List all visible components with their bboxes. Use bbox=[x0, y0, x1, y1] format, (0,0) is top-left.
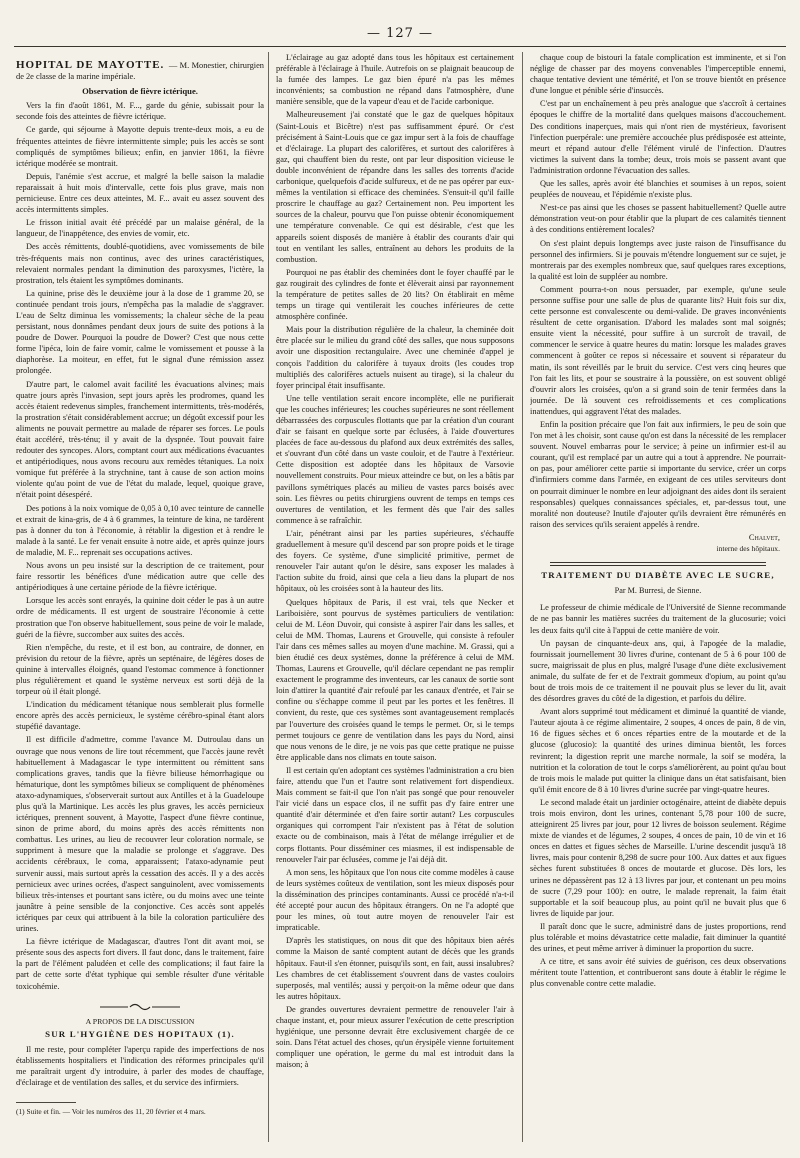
paragraph: Ce garde, qui séjourne à Mayotte depuis trente-deux mois, a eu de fréquentes atteintes de fièvre intermittente simple; puis les accès se sont compliqués de symptômes bilieux; enfin, en janvier 1861, la fièvre ictérique modérée se montrait. bbox=[16, 125, 264, 168]
paragraph: D'autre part, le calomel avait facilité les évacuations alvines; mais quatre jours après l'invasion, sept jours après les prodromes, quand les accès étaient redevenus simples, franchement intermittents, très-modérés, la prostration s'était considérablement accrue; un dégoût excessif pour les aliments ne pouvait permettre au malade de réparer ses forces. Le pouls était accéléré, très-ténu; il y avait de la dyspnée. Tout pouvait faire redouter des syncopes. Alors, comptant court aux médications évacuantes et antipériodiques, nous avons recouru aux remèdes tétaniques. La noix vomique fut préférée à la strychnine, tant à cause de son action moins violente qu'au point de vue de l'état du malade, lequel, quoique grave, n'était point désespéré. bbox=[16, 379, 264, 500]
section-divider bbox=[550, 562, 766, 566]
paragraph: Que les salles, après avoir été blanchies et soumises à un repos, soient peuplées de nouveau, et l'épidémie n'existe plus. bbox=[530, 179, 786, 200]
footnote-rule bbox=[16, 1102, 76, 1103]
paragraph: Des potions à la noix vomique de 0,05 à 0,10 avec teinture de cannelle et extrait de kina-gris, de 4 à 6 grammes, la teinture de kina, ne tardèrent pas à donner du ton à l'économie, à rétablir la digestion et à rendre le malade à la santé. Le fer venait ensuite à notre aide, et après quinze jours de maladie, M. F... reprenait ses occupations actives. bbox=[16, 503, 264, 557]
page-number: — 127 — bbox=[366, 26, 434, 41]
paragraph: Des accès rémittents, doublé-quotidiens, avec vomissements de bile très-fréquents mais non continus, avec des urines caractéristiques, relevaient normales pendant la diminution des paroxysmes, l'ictère, la prostration, tels étaient les symptômes dominants. bbox=[16, 242, 264, 285]
paragraph: A mon sens, les hôpitaux que l'on nous cite comme modèles à cause de leurs systèmes coûteux de ventilation, sont les mieux disposés pour la dissémination des principes contaminants. Aussi ce procédé n'a-t-il été accepté pour aucun des hôpitaux étrangers. On ne l'a adopté que pour les mines, où tout autre moyen de renouveler l'air est impraticable. bbox=[276, 867, 514, 933]
paragraph: D'après les statistiques, on nous dit que des hôpitaux bien aérés comme la Maison de santé comptent autant de décès que les grands hôpitaux. Faut-il s'en étonner, puisqu'ils sont, en fait, aussi insalubres? Les chambres de cet établissement s'ouvrent dans de vastes couloirs superposés, mal ventilés; aussi y perçoit-on la même odeur que dans les autres hôpitaux. bbox=[276, 936, 514, 1001]
paragraph: Vers la fin d'août 1861, M. F..., garde du génie, subissait pour la seconde fois des atteintes de fièvre ictérique. bbox=[16, 101, 264, 122]
paragraph: Comment pourra-t-on nous persuader, par exemple, qu'une seule personne suffise pour une salle de plus de quarante lits? Huit fois sur dix, cette personne est convalescente ou demi-valide. De graves inconvénients résultent de cette organisation. D'abord les malades sont mal soignés; ensuite vient la nécessité, pour suffire à un surcroît de travail, de commencer le service à quatre heures du matin: lorsque les malades graves commencent à goûter ce repos si nécessaire et souvent si réparateur du matin, ils sont réveillés par le bruit du service. C'est vers cinq heures que l'on fait les lits, et pour se soustraire à la poussière, on est souvent obligé d'ouvrir alors les croisées, qu'on a si grand soin de tenir fermées dans la journée. De là souvent ces refroidissements et ces complications inattendues, qui aggravent l'état des malades. bbox=[530, 284, 786, 416]
paragraph: C'est par un enchaînement à peu près analogue que s'accroît à certaines époques le chiffre de la mortalité dans quelques maisons d'accouchement. Des conditions inaperçues, mais qui n'ont rien de mystérieux, favorisent l'infection puerpérale: une première accouchée plus prédisposée est atteinte, meurt et répand autour d'elle l'élément virulé de l'infection. D'autres victimes la suivent dans la tombe; deux, trois mois se passent avant que l'administration ordonne l'évacuation des salles. bbox=[530, 99, 786, 175]
signature: Chalvet, bbox=[748, 532, 780, 542]
paragraph: L'éclairage au gaz adopté dans tous les hôpitaux est certainement préférable à l'éclairage à l'huile. Autrefois on se plaignait beaucoup de la fumée des lampes. Le gaz bien épuré n'a pas les mêmes inconvénients; sa combustion ne répand dans l'atmosphère, d'une manière sensible, que de la vapeur d'eau et de l'acide carbonique. bbox=[276, 53, 514, 107]
signature-title: interne des hôpitaux. bbox=[716, 544, 780, 554]
paragraph: Le professeur de chimie médicale de l'Université de Sienne recommande de ne pas bannir les matières sucrées du traitement de la glucosurie; voici les deux faits qu'il cite à l'appui de cette manière de voir. bbox=[530, 603, 786, 635]
column-divider bbox=[522, 52, 523, 1142]
footnote: (1) Suite et fin. — Voir les numéros des 11, 20 février et 4 mars. bbox=[16, 1107, 206, 1117]
column-left bbox=[16, 52, 264, 1132]
paragraph: Une telle ventilation serait encore incomplète, elle ne purifierait que les couches inférieures; les couches supérieures ne sont réellement débarrassées des corpuscules flottants que par la création d'un courant d'air se faisant en quelque sorte par éclusées, à l'aide d'ouvertures placées de face au-dessous du plafond aux deux extrémités des salles, et s'ouvrant d'un côté dans un vaste couloir, et de l'autre à l'extérieur. Cette disposition est adoptée dans les hôpitaux de Varsovie nouvellement construits. Pour mieux atteindre ce but, on les a bâtis par pavillons symétriques placés au milieu de vastes parcs boisés avec soin. Les fièvres ou petits chirurgiens ouvrent de temps en temps ces ouvertures de ventilation, et les ferment dès que l'air des salles commence à se rafraîchir. bbox=[276, 393, 514, 525]
paragraph: Le frisson initial avait été précédé par un malaise général, de la langueur, de l'inappétence, des envies de vomir, etc. bbox=[16, 218, 264, 239]
paragraph: chaque coup de bistouri la fatale complication est imminente, et si l'on néglige de chasser par des moyens convenables l'imperceptible ennemi, chaque tentative devient une témérité, et l'on se trouve bientôt en présence d'une longue et pénible série d'insuccès. bbox=[530, 53, 786, 96]
paragraph: Il est difficile d'admettre, comme l'avance M. Dutroulau dans un ouvrage que nous venons de lire tout récemment, que l'accès jaune revêt habituellement à Madagascar le type intermittent ou rémittent sans complications graves, tandis que la fièvre bilieuse hémorrhagique ou hématurique, dont les symptômes bilieux se compliquent de phénomènes ataxo-adynamiques, s'observerait surtout aux Antilles et à la Guadeloupe plus qu'à la Martinique. Les accès les plus graves, les accès pernicieux ictériques, prennent souvent, à Mayotte, l'aspect d'une fièvre continue, sinon de prime abord, du moins après des accès rémittents non combattus. Les urines, au lieu de recouvrer leur coloration normale, se suppriment à mesure que la maladie se prolonge et s'aggrave. Des accidents cérébraux, le coma, apparaissent; l'ataxo-adynamie peut survenir aussi, mais surtout après la cessation des accès. Il y a des accès pernicieux avec urines ocrées, d'aspect sanguinolent, avec vomissements bilieux très-intenses et pourtant sans ictère, ou du moins avec une teinte jaunâtre à peine sensible de la conjonctive. Ces accès sont appelés ictériques par ceux qui attribuent à la bile la coloration particulière des urines. bbox=[16, 735, 264, 934]
column-right bbox=[530, 52, 786, 1132]
discussion-title: SUR L'HYGIÈNE DES HOPITAUX (1). bbox=[45, 1028, 235, 1039]
article-title: HOPITAL DE MAYOTTE. bbox=[16, 59, 165, 71]
column-divider bbox=[268, 52, 269, 1142]
paragraph: L'air, pénétrant ainsi par les parties supérieures, s'échauffe graduellement à mesure qu'il descend par son propre poids et le tirage des foyers. Ce système, d'une simplicité primitive, permet de renouveler l'air autant qu'on le désire, sans exposer les malades à l'action subite du froid, ainsi que cela a lieu dans la plupart de nos hôpitaux, où les croisées sont à la hauteur des lits. bbox=[276, 528, 514, 594]
paragraph: De grandes ouvertures devraient permettre de renouveler l'air à chaque instant, et, pour mieux assurer l'exécution de cette prescription hygiénique, une personne devrait être exclusivement chargée de ce soin. Dans l'état actuel des choses, qu'un érysipèle vienne fortuitement compliquer une opération, le germe du mal est introduit dans la maison; à bbox=[276, 1004, 514, 1070]
article-title-block bbox=[16, 60, 264, 82]
paragraph: Mais pour la distribution régulière de la chaleur, la cheminée doit être placée sur le milieu du grand côté des salles, que nous supposons avoir une disposition rectangulaire. Avec une cheminée d'appel je conçois l'addition du calorifère à tuyaux droits (les coudes trop multipliés des calorifères actuels nuisent au tirage), si la chaleur du foyer principal était insuffisante. bbox=[276, 325, 514, 390]
paragraph: Le second malade était un jardinier octogénaire, atteint de diabète depuis trois mois environ, dont les urines, contenant 5,78 pour 100 de sucre, atteignirent 25 livres par jour, pour 12 livres de boisson seulement. Régime mixte de viandes et de légumes, 2 soupes, 4 onces de pain, 10 de vin et 16 onces en dattes et figues sèches de Marseille. L'urine descendit jusqu'à 18 livres, mais pour contenir 8,298 de sucre pour 100. Aux dattes et aux figues sèches furent substituées 8 onces de moutarde et glucose. Dès lors, les urines ne dépassèrent pas 12 à 13 livres par jour, et contenant un peu moins de sucre (7,29 pour 100): en outre, le malade reprenait, la faim était supportable et la soif beaucoup plus, au point qu'il ne buvait plus que 6 livres de liquide par jour. bbox=[530, 797, 786, 918]
paragraph: Nous avons un peu insisté sur la description de ce traitement, pour faire ressortir les bénéfices d'une médication autre que celle des antipériodiques à une certaine période de la fièvre ictérique. bbox=[16, 561, 264, 593]
paragraph: Il me reste, pour compléter l'aperçu rapide des imperfections de nos établissements hospitaliers et l'indication des réformes principales qu'il me paraîtrait urgent d'y introduire, à parler des modes de chauffage, d'éclairage et de ventilation des salles, et du service des infirmiers. bbox=[16, 1044, 264, 1088]
paragraph: Quelques hôpitaux de Paris, il est vrai, tels que Necker et Lariboisière, sont pourvus de systèmes particuliers de ventilation: celui de M. Léon Duvoir, qui consiste à aspirer l'air dans les salles, et celui de MM. Thomas, Laurens et Grouvelle, qui consiste à refouler l'air dans ces mêmes salles au moyen d'une machine. M. Grassi, qui a bien étudié ces deux systèmes, donne la préférence à celui de MM. Thomas, Laurens et Grouvelle, qu'il déclare cependant ne pas remplir exactement le programme des inventeurs, car les canaux de sortie sont loin d'attirer la quantité d'air refoulé par les canaux d'entrée, et l'air se confine ou s'échappe comme il peut par les portes et les fenêtres. Il convient, du reste, que ces systèmes sont avantageusement remplacés par l'ouverture des croisées quand le temps le permet. Or, si le temps permet toujours ce genre de ventilation dans les pays du Nord, ainsi que nous venons de le dire, je ne vois pas que cette pratique ne puisse être applicable dans nos climats en toute saison. bbox=[276, 597, 514, 762]
paragraph: N'est-ce pas ainsi que les choses se passent habituellement? Quelle autre démonstration veut-on pour établir que la plupart de ces calamités tiennent à des conditions entièrement locales? bbox=[530, 203, 786, 235]
paragraph: Lorsque les accès sont enrayés, la quinine doit céder le pas à un autre ordre de médicaments. Il est urgent de soustraire l'économie à cette prostration que l'on observe habituellement, sous peine de voir le malade, guéri de la fièvre, succomber aux suites des accès. bbox=[16, 596, 264, 639]
paragraph: Malheureusement j'ai constaté que le gaz de quelques hôpitaux (Saint-Louis et Bicêtre) n'est pas suffisamment épuré. Or c'est précisément à Saint-Louis que ce gaz impur sert à la fois de chauffage et d'éclairage. La plupart des calorifères, et surtout des calorifères à gaz, qui chauffent bien du reste, ont par leur disposition vicieuse le double inconvénient de répandre dans les salles des torrents d'acide carbonique, quelquefois d'acide sulfureux, et de ne pas opérer par eux-mêmes la ventilation si efficace des cheminées. S'ensuit-il qu'il faille proscrire le chauffage au gaz? Certainement non. Peu importent les sources de la chaleur, pourvu que l'on puisse obtenir économiquement une température convenable. Ce qui est désirable, c'est que les appareils soient disposés de manière à établir des courants d'air qui tout en ventilant les salles, entraînent au dehors les produits de la combustion. bbox=[276, 110, 514, 264]
discussion-heading: A PROPOS DE LA DISCUSSION bbox=[85, 1016, 195, 1026]
paragraph: Un paysan de cinquante-deux ans, qui, à l'apogée de la maladie, fournissait journellement 30 livres d'urine, contenant de 5 à 6 pour 100 de sucre, maigrissait de plus en plus, malgré l'usage d'une diète exclusivement animale, du sulfate de fer et de l'extrait gommeux d'opium, au point qu'au bout de trois mois de ce traitement il ne pouvait plus se lever du lit, avait des désordres graves du côté de la digestion, et parfois du délire. bbox=[530, 638, 786, 704]
paragraph: Il paraît donc que le sucre, administré dans de justes proportions, rend plus tolérable et moins dévastatrice cette maladie, fait diminuer la quantité des urines, et peut même arriver à diminuer la proportion du sucre. bbox=[530, 921, 786, 954]
paragraph: Il est certain qu'en adoptant ces systèmes l'administration a cru bien faire, attendu que l'un et l'autre sont relativement fort dispendieux. Mais comment se fait-il que l'on n'ait pas songé que pour renouveler l'air vicié dans un espace clos, il ne suffit pas d'y faire entrer une quantité d'air déterminée et d'en faire sortir autant? Les corpuscules organiques qui corrompent l'air n'existent pas à l'état de solution exacte ou de combinaison, mais à l'état de mélange irrégulier et de corps flottants. Pour disséminer ces miasmes, il est indispensable de renouveler l'air par éclusées, comme je l'ai déjà dit. bbox=[276, 765, 514, 864]
column-middle bbox=[276, 52, 514, 1132]
paragraph: Pourquoi ne pas établir des cheminées dont le foyer chauffé par le gaz rougirait des cylindres de fonte et élèverait ainsi par rayonnement la température de petites salles de 20 lits? On établirait en même temps un tirage qui ventilerait les couches inférieures de cette atmosphère confinée. bbox=[276, 267, 514, 322]
article-subtitle: Observation de fièvre ictérique. bbox=[82, 86, 198, 97]
ornament-divider bbox=[100, 1002, 180, 1012]
paragraph: Depuis, l'anémie s'est accrue, et malgré la belle saison la maladie reparaissait à huit mois d'intervalle, cette fois plus grave, mais non pernicieuse. Entre ces deux atteintes, M. F... avait eu assez souvent des accès intermittents simples. bbox=[16, 171, 264, 215]
section-author: Par M. Burresi, de Sienne. bbox=[614, 586, 702, 596]
paragraph: La fièvre ictérique de Madagascar, d'autres l'ont dit avant moi, se présente sous des aspects fort divers. Il faut donc, dans le traitement, faire la part de l'élément paludéen et celle des complications; il faut faire la part de cette sorte d'état typhique qui semble résulter d'une véritable toxicohémie. bbox=[16, 937, 264, 991]
header-rule bbox=[14, 46, 786, 47]
paragraph: A ce titre, et sans avoir été suivies de guérison, ces deux observations méritent toute l'attention, et contribueront sans doute à établir le régime le plus convenable contre cette maladie. bbox=[530, 957, 786, 989]
paragraph: Rien n'empêche, du reste, et il est bon, au contraire, de donner, en prévision du retour de la fièvre, après un septénaire, de légères doses de quinine à intervalles éloignés, quand l'estomac commence à fonctionner plus régulièrement et quand le système nerveux est sorti déjà de la torpeur où il était plongé. bbox=[16, 642, 264, 697]
paragraph: La quinine, prise dès le deuxième jour à la dose de 1 gramme 20, se continuée pendant trois jours, n'empêcha pas la maladie de s'aggraver. L'eau de Seltz diminua les vomissements; la chaleur sèche de la peau persistant, nous donnâmes pendant deux jours de suite des potions à la poudre de Dower. Pourquoi la poudre de Dower? C'est que nous cette forme l'ipéca, loin de faire vomir, calme le vomissement et pousse à la diaphorèse. La moiteur, en effet, fut le signal d'une rémission assez prolongée. bbox=[16, 288, 264, 376]
paragraph: L'indication du médicament tétanique nous semblerait plus formelle encore après des accès pernicieux, le système cérébro-spinal étant alors stupéfié davantage. bbox=[16, 700, 264, 732]
article-author: — M. Monestier, chirurgien de 2e classe de la marine impériale. bbox=[16, 61, 264, 82]
paragraph: Avant alors supprimé tout médicament et diminué la quantité de viande, l'auteur ajouta à ce régime alimentaire, 2 soupes, 4 onces de pain, 8 de vin, 16 de figues sèches et 6 onces réparties entre de la moutarde et de la glucose (glucosio): la quantité des urines diminua bientôt, les forces revinrent; la digestion reprit une marche normale, la soif se modéra, la nutrition et la coloration de tout le corps s'améliorèrent, au point qu'au bout de trois mois le malade put quitter la clinique dans un état satisfaisant, bien qu'il émit encore de 8 à 10 livres d'urine sucrée par vingt-quatre heures. bbox=[530, 707, 786, 794]
section-title: TRAITEMENT DU DIABÈTE AVEC LE SUCRE, bbox=[541, 570, 775, 581]
paragraph: On s'est plaint depuis longtemps avec juste raison de l'insuffisance du personnel des infirmiers. Si je pouvais m'étendre longuement sur ce sujet, je montrerais par des exemples nombreux que, sauf quelques rares exceptions, la qualité est loin de suppléer au nombre. bbox=[530, 238, 786, 281]
paragraph: Enfin la position précaire que l'on fait aux infirmiers, le peu de soin que l'on met à les choisir, sont cause qu'on est dans la nécessité de les remplacer souvent. Nouvel embarras pour le service; à peine un infirmier est-il au courant, qu'il est remplacé par un autre qui a tout à apprendre. Ne pourrait-on pas, pour améliorer cette partie si importante du service, créer un corps d'infirmiers comme dans l'armée, en exigeant de ces utiles serviteurs dont on pourrait diminuer le nombre en leur adjoignant des aides dont ils seraient responsables) quelques connaissances spéciales, et, par-dessus tout, une moralité non douteuse? Inutile d'ajouter qu'ils devraient être rémunérés en raison des services qu'ils seraient appelés à rendre. bbox=[530, 420, 786, 529]
